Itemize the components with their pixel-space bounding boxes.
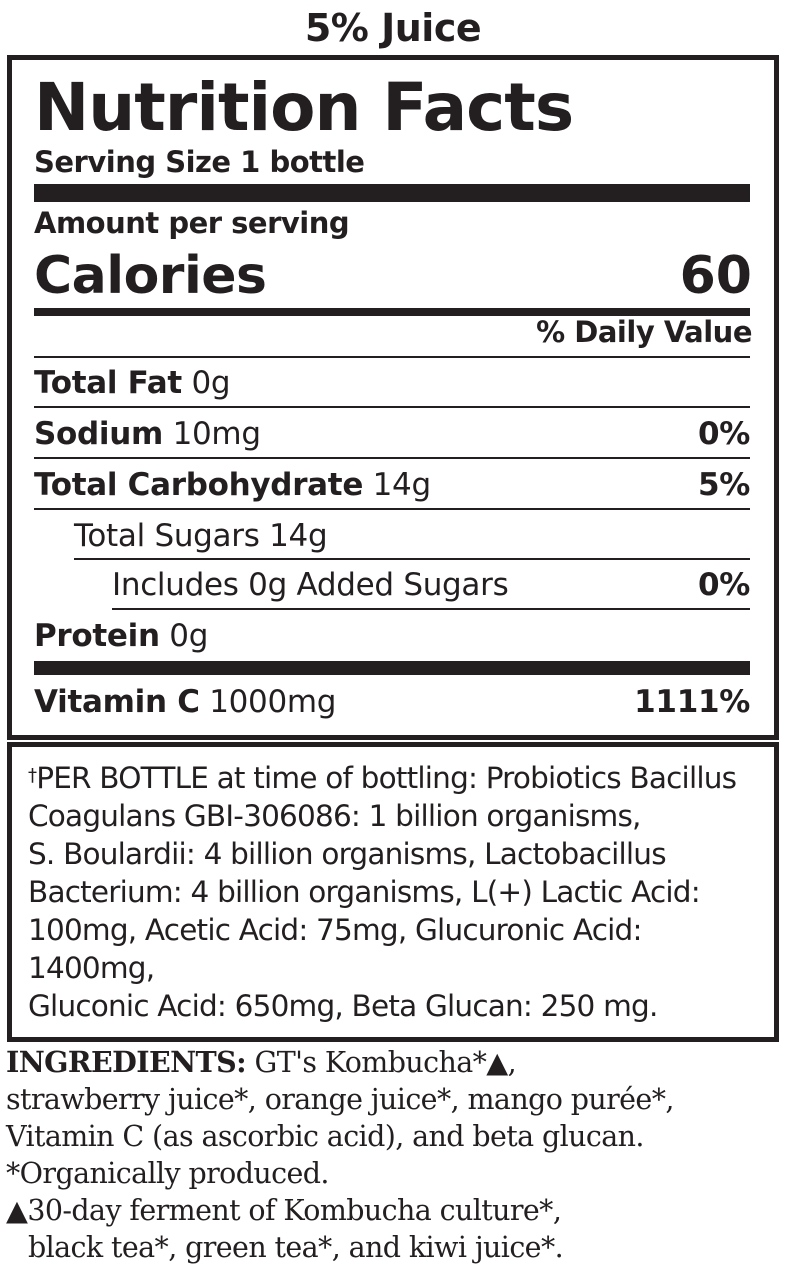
nutrient-name: Protein [34,618,160,654]
probiotics-line: Gluconic Acid: 650mg, Beta Glucan: 250 mg. [28,989,658,1023]
organic-note: *Organically produced. [6,1157,329,1190]
probiotics-line: S. Boulardii: 4 billion organisms, Lactobacillus [28,837,666,871]
amount-per-serving: Amount per serving [34,206,350,240]
thick-divider [34,661,750,675]
nutrient-amount: 0g [181,365,231,401]
ingredients-line: strawberry juice*, orange juice*, mango purée*, [6,1083,674,1116]
probiotics-line: 100mg, Acetic Acid: 75mg, Glucuronic Acid: 1400mg, [28,913,642,985]
row-divider [34,508,750,510]
nutrient-row-total-sugars [34,512,750,561]
nutrient-daily-value: 1111% [634,684,750,720]
probiotics-line: Bacterium: 4 billion organisms, L(+) Lactic Acid: [28,875,700,909]
ferment-note: ▲30-day ferment of Kombucha culture*, [6,1194,562,1227]
calories-value: 60 [679,246,752,306]
daily-value-header: % Daily Value [536,315,752,349]
nutrient-row-sodium [34,410,750,459]
juice-percentage-label: 5% Juice [304,6,482,50]
serving-size: Serving Size 1 bottle [34,145,365,179]
nutrient-amount: Includes 0g Added Sugars [112,567,509,603]
nutrient-row-vitamin-c [34,678,750,727]
nutrient-daily-value: 0% [697,416,750,452]
ingredients-block [6,1044,782,1266]
ingredients-line: INGREDIENTS: GT's Kombucha*▲, [6,1045,517,1079]
nutrient-daily-value: 0% [697,567,750,603]
nutrient-name: Vitamin C [34,684,200,720]
row-divider [34,406,750,408]
ingredients-label: INGREDIENTS: [6,1045,247,1079]
nutrient-amount: 0g [159,618,209,654]
ingredients-line: Vitamin C (as ascorbic acid), and beta glucan. [6,1120,644,1153]
nutrient-amount: Total Sugars 14g [74,518,328,554]
nutrient-amount: 10mg [163,416,261,452]
probiotics-line: Coagulans GBI-306086: 1 billion organisms, [28,799,641,833]
calories-label: Calories [34,246,267,306]
probiotics-line: †PER BOTTLE at time of bottling: Probiotics Bacillus [28,761,737,795]
nutrient-row-total-fat [34,359,750,408]
nutrition-facts-title: Nutrition Facts [34,69,574,146]
nutrient-name: Total Carbohydrate [34,467,364,503]
thick-divider [34,184,750,202]
nutrient-daily-value: 5% [697,467,750,503]
row-divider [34,356,750,358]
row-divider [34,457,750,459]
nutrient-row-protein [34,612,750,661]
nutrition-facts-panel [7,55,779,740]
probiotics-panel [7,742,779,1042]
ferment-note: black tea*, green tea*, and kiwi juice*. [28,1231,564,1264]
dagger-symbol: † [28,765,37,786]
nutrient-amount: 1000mg [199,684,337,720]
nutrient-name: Sodium [34,416,164,452]
row-divider [74,558,750,560]
nutrient-amount: 14g [363,467,431,503]
probiotics-text [28,759,758,1025]
nutrient-name: Total Fat [34,365,182,401]
nutrient-row-total-carbohydrate [34,461,750,510]
row-divider [112,608,750,610]
nutrient-row-added-sugars [34,561,750,610]
